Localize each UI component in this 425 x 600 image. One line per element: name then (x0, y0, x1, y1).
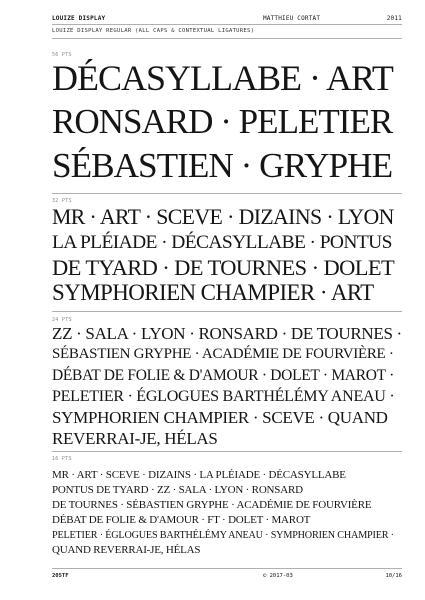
specimen-line: PELETIER · ÉGLOGUES BARTHÉLÉMY ANEAU · SYMPHORIEN CHAMPIER · (52, 530, 394, 541)
specimen-line: MR · ART · SCEVE · DIZAINS · LYON (52, 205, 394, 229)
specimen-line: PELETIER · ÉGLOGUES BARTHÉLÉMY ANEAU · (52, 388, 395, 405)
designer-name: MATTHIEU CORTAT (263, 15, 321, 22)
font-title: LOUIZE DISPLAY (52, 15, 106, 22)
specimen-line: RONSARD · PELETIER (52, 102, 393, 141)
specimen-56pt (52, 56, 402, 188)
specimen-line: DÉBAT DE FOLIE & D'AMOUR · FT · DOLET · MAROT (52, 514, 311, 526)
specimen-line: SÉBASTIEN · GRYPHE (52, 146, 393, 185)
page-number: 10/16 (385, 573, 402, 579)
specimen-line: DÉCASYLLABE · ART (52, 58, 393, 98)
specimen-line: SYMPHORIEN CHAMPIER · SCEVE · QUAND (52, 408, 388, 427)
section-divider (52, 193, 402, 194)
specimen-line: DE TOURNES · SÉBASTIEN GRYPHE · ACADÉMIE DE FOURVIÈRE (52, 499, 372, 511)
footer-divider (52, 568, 402, 569)
specimen-line: DÉBAT DE FOLIE & D'AMOUR · DOLET · MAROT · (52, 367, 394, 384)
size-label-24: 24 PTS (52, 317, 72, 323)
size-label-32: 32 PTS (52, 198, 72, 204)
specimen-16pt (52, 468, 402, 558)
specimen-line: MR · ART · SCEVE · DIZAINS · LA PLÉIADE · DÉCASYLLABE (52, 469, 346, 481)
copyright-date: © 2017-03 (263, 573, 293, 579)
specimen-line: QUAND REVERRAI-JE, HÉLAS (52, 544, 201, 556)
section-divider (52, 451, 402, 452)
specimen-24pt (52, 323, 402, 449)
specimen-line: REVERRAI-JE, HÉLAS (52, 429, 218, 448)
specimen-line: SÉBASTIEN GRYPHE · ACADÉMIE DE FOURVIÈRE · (52, 346, 394, 362)
specimen-line: PONTUS DE TYARD · ZZ · SALA · LYON · RONSARD (52, 484, 303, 496)
specimen-line: LA PLÉIADE · DÉCASYLLABE · PONTUS (52, 232, 392, 253)
specimen-line: SYMPHORIEN CHAMPIER · ART (52, 280, 374, 305)
release-year: 2011 (386, 15, 402, 22)
specimen-line: DE TYARD · DE TOURNES · DOLET (52, 255, 395, 280)
size-label-16: 16 PTS (52, 456, 72, 462)
foundry-name: 205TF (52, 573, 69, 579)
specimen-line: ZZ · SALA · LYON · RONSARD · DE TOURNES · (52, 324, 402, 343)
section-divider (52, 311, 402, 312)
style-subtitle: LOUIZE DISPLAY REGULAR (ALL CAPS & CONTEXTUAL LIGATURES) (52, 28, 255, 34)
header-divider (52, 24, 402, 25)
specimen-32pt (52, 205, 402, 305)
subtitle-divider (52, 38, 402, 39)
size-label-56: 56 PTS (52, 52, 72, 58)
